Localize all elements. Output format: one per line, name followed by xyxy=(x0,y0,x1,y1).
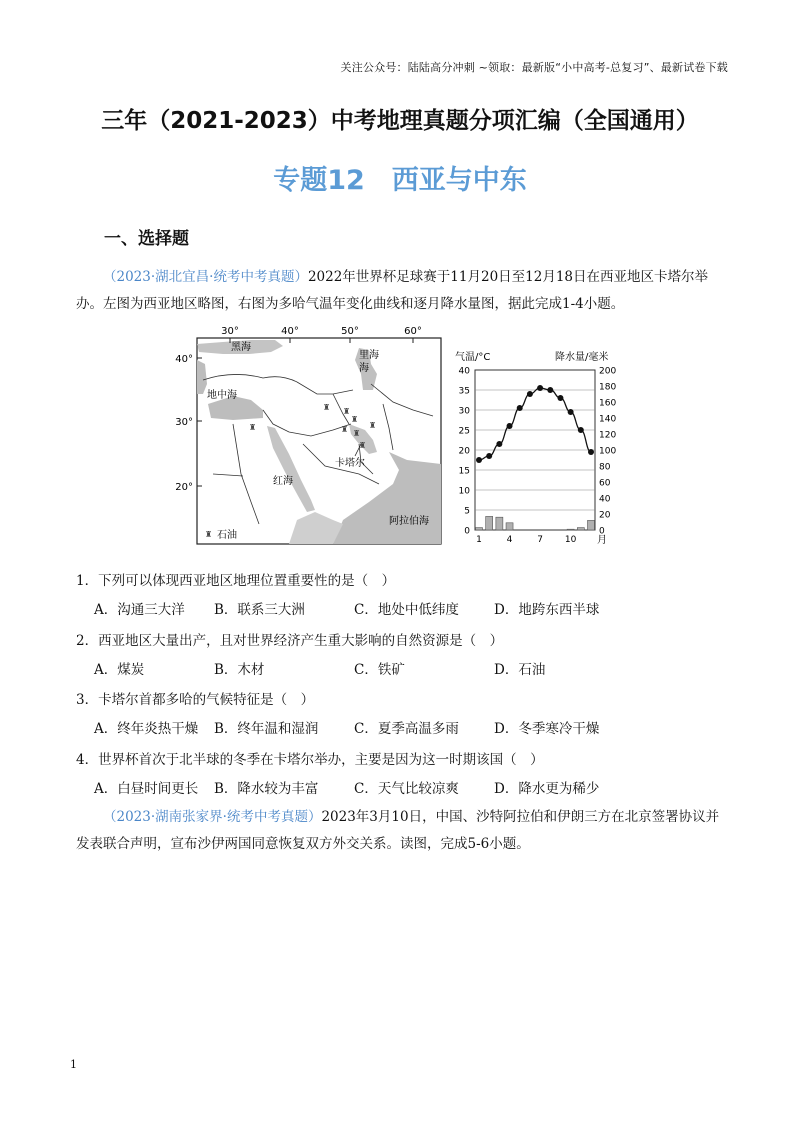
q3-option-b[interactable]: B．终年温和湿润 xyxy=(214,721,319,737)
left-tick-label: 25 xyxy=(458,426,470,437)
climate-chart xyxy=(455,350,616,546)
lon-label-40: 40° xyxy=(281,326,299,337)
precipitation-bar xyxy=(496,517,503,530)
right-tick-label: 200 xyxy=(599,366,617,377)
precipitation-bar xyxy=(506,523,513,530)
right-tick-label: 140 xyxy=(599,414,617,425)
svg-text:♜: ♜ xyxy=(341,425,349,434)
temperature-point xyxy=(588,449,594,455)
left-tick-label: 15 xyxy=(458,466,470,477)
label-red-sea: 红海 xyxy=(273,476,293,487)
question-3: 3．卡塔尔首都多哈的气候特征是（ ） xyxy=(76,692,315,708)
x-tick-label: 7 xyxy=(537,535,543,545)
q3-option-c[interactable]: C．夏季高温多雨 xyxy=(354,721,459,737)
temperature-point xyxy=(507,423,513,429)
page-title: 三年（2021-2023）中考地理真题分项汇编（全国通用） xyxy=(101,108,699,134)
temperature-point xyxy=(578,427,584,433)
svg-text:♜: ♜ xyxy=(369,421,377,430)
left-tick-label: 10 xyxy=(458,486,470,497)
q2-option-c[interactable]: C．铁矿 xyxy=(354,662,405,678)
intro-text-2: 2023年3月10日，中国、沙特阿拉伯和伊朗三方在北京签署协议并发表联合声明，宣布沙伊两国同意恢复双方外交关系。读图，完成5-6小题。 xyxy=(76,809,720,852)
right-tick-label: 20 xyxy=(599,510,611,521)
temperature-point xyxy=(547,387,553,393)
chart-right-ticks xyxy=(599,367,616,537)
left-tick-label: 0 xyxy=(464,526,470,537)
q2-option-b[interactable]: B．木材 xyxy=(214,662,265,678)
q3-option-a[interactable]: A．终年炎热干燥 xyxy=(94,721,199,737)
q3-option-d[interactable]: D．冬季寒冷干燥 xyxy=(494,721,600,737)
question-4: 4．世界杯首次于北半球的冬季在卡塔尔举办，主要是因为这一时期该国（ ） xyxy=(76,752,544,768)
figure-svg xyxy=(175,324,617,550)
left-tick-label: 35 xyxy=(458,386,470,397)
svg-text:♜: ♜ xyxy=(353,429,361,438)
precipitation-bar xyxy=(567,529,574,530)
lon-label-50: 50° xyxy=(341,326,359,337)
chart-x-label: 月 xyxy=(597,535,607,546)
q2-option-a[interactable]: A．煤炭 xyxy=(94,662,145,678)
intro-paragraph-1 xyxy=(76,264,728,318)
right-tick-label: 180 xyxy=(599,382,617,393)
label-mediterranean: 地中海 xyxy=(207,390,237,401)
lat-label-30: 30° xyxy=(175,417,193,428)
header-note: 关注公众号：陆陆高分冲刺 ~领取：最新版“小中高考-总复习”、最新试卷下载 xyxy=(340,61,728,74)
left-tick-label: 40 xyxy=(458,366,470,377)
right-tick-label: 160 xyxy=(599,398,617,409)
label-caspian-2: 海 xyxy=(359,363,369,374)
question-2-options xyxy=(94,658,545,678)
chart-left-ticks xyxy=(459,367,471,537)
q1-option-c[interactable]: C．地处中低纬度 xyxy=(354,602,459,618)
temperature-point xyxy=(557,395,563,401)
temperature-point xyxy=(476,457,482,463)
temperature-point xyxy=(537,385,543,391)
temperature-line xyxy=(479,388,591,460)
question-4-options xyxy=(94,777,599,797)
left-tick-label: 20 xyxy=(458,446,470,457)
label-caspian: 里海 xyxy=(359,350,379,361)
oil-legend-label: 石油 xyxy=(217,530,237,541)
q4-option-c[interactable]: C．天气比较凉爽 xyxy=(354,781,459,797)
svg-text:♜: ♜ xyxy=(249,423,257,432)
x-tick-label: 4 xyxy=(506,535,513,545)
label-qatar: 卡塔尔 xyxy=(335,458,365,469)
lat-label-40: 40° xyxy=(175,354,193,365)
temperature-point xyxy=(517,405,523,411)
right-tick-label: 80 xyxy=(599,462,611,473)
label-black-sea: 黑海 xyxy=(231,342,251,353)
x-tick-label: 1 xyxy=(476,535,482,545)
temperature-point xyxy=(486,453,492,459)
svg-text:♜: ♜ xyxy=(343,407,351,416)
right-tick-label: 120 xyxy=(599,430,617,441)
right-tick-label: 0 xyxy=(599,526,605,537)
right-tick-label: 60 xyxy=(599,478,611,489)
right-tick-label: 100 xyxy=(599,446,617,457)
lon-label-30: 30° xyxy=(221,326,239,337)
q4-option-d[interactable]: D．降水更为稀少 xyxy=(494,781,600,797)
q4-option-a[interactable]: A．白昼时间更长 xyxy=(94,781,199,797)
intro-text-1: 2022年世界杯足球赛于11月20日至12月18日在西亚地区卡塔尔举办。左图为西亚地区略图，右图为多哈气温年变化曲线和逐月降水量图，据此完成1-4小题。 xyxy=(76,269,709,312)
left-tick-label: 5 xyxy=(464,506,470,517)
label-arabian-sea: 阿拉伯海 xyxy=(389,516,429,527)
lat-label-20: 20° xyxy=(175,482,193,493)
lon-label-60: 60° xyxy=(404,326,422,337)
left-tick-label: 30 xyxy=(458,406,470,417)
question-1-options xyxy=(94,598,599,618)
q1-option-a[interactable]: A．沟通三大洋 xyxy=(94,602,185,618)
right-tick-label: 40 xyxy=(599,494,611,505)
chart-x-ticks xyxy=(476,535,577,545)
temperature-point xyxy=(527,391,533,397)
question-3-options xyxy=(94,717,599,737)
q2-option-d[interactable]: D．石油 xyxy=(494,662,546,678)
topic-title: 专题12 西亚与中东 xyxy=(273,165,527,196)
chart-right-label: 降水量/毫米 xyxy=(555,352,609,363)
svg-text:♜: ♜ xyxy=(359,441,367,450)
intro-paragraph-2 xyxy=(76,804,728,858)
q4-option-b[interactable]: B．降水较为丰富 xyxy=(214,781,319,797)
svg-text:♜: ♜ xyxy=(351,415,359,424)
source-tag-1: （2023·湖北宜昌·统考中考真题） xyxy=(103,269,308,285)
precipitation-bar xyxy=(486,516,493,530)
figure xyxy=(175,324,617,554)
section-heading: 一、选择题 xyxy=(104,229,189,249)
page-number: 1 xyxy=(70,1058,77,1071)
temperature-point xyxy=(496,441,502,447)
precipitation-bars xyxy=(476,516,595,530)
svg-text:♜: ♜ xyxy=(323,403,331,412)
chart-grid xyxy=(475,370,595,530)
q1-option-d[interactable]: D．地跨东西半球 xyxy=(494,602,600,618)
precipitation-bar xyxy=(476,528,483,530)
q1-option-b[interactable]: B．联系三大洲 xyxy=(214,602,305,618)
question-1: 1．下列可以体现西亚地区地理位置重要性的是（ ） xyxy=(76,573,396,589)
chart-left-label: 气温/°C xyxy=(455,352,491,363)
west-asia-map xyxy=(175,326,441,544)
source-tag-2: （2023·湖南张家界·统考中考真题） xyxy=(103,809,322,825)
question-2: 2．西亚地区大量出产，且对世界经济产生重大影响的自然资源是（ ） xyxy=(76,633,504,649)
precipitation-bar xyxy=(588,520,595,530)
precipitation-bar xyxy=(577,528,584,530)
x-tick-label: 10 xyxy=(564,535,577,545)
temperature-point xyxy=(568,409,574,415)
oil-legend-icon: ♜ xyxy=(205,530,213,539)
